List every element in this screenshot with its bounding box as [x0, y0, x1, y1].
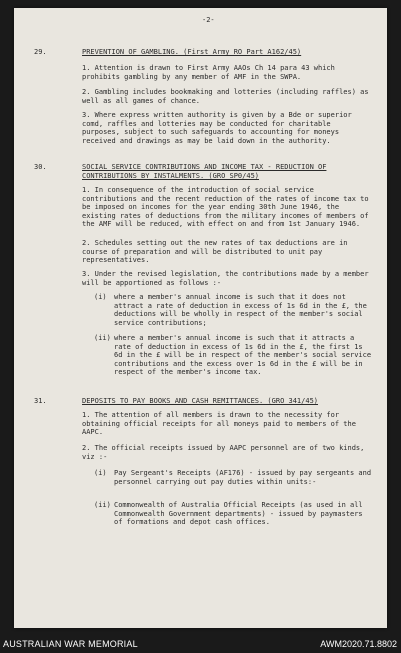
footer-bar — [0, 636, 401, 653]
list-item-text: Pay Sergeant's Receipts (AF176) - issued by pay sergeants and personnel carrying out pay duties within units:- — [114, 469, 372, 486]
list-item — [94, 469, 372, 486]
institution-name: AUSTRALIAN WAR MEMORIAL — [3, 639, 138, 649]
section-number: 30. — [34, 163, 47, 171]
list-item-text: where a member's annual income is such that it attracts a rate of deduction in excess of 1s 6d in the £, the first 1s 6d in the £ will be in respect of the member's social service contributions and the excess over 1s 6d in the £ will be in respect of the member's income tax. — [114, 334, 372, 377]
paragraph: 3. Where express written authority is given by a Bde or superior comd, raffles and lotteries may be conducted for charitable purposes, subject to such safeguards to accounting for moneys received and drawings as may be laid down in the authority. — [82, 111, 352, 145]
list-item — [94, 334, 372, 377]
section-number: 31. — [34, 397, 47, 405]
paragraph: 1. Attention is drawn to First Army AAOs Ch 14 para 43 which prohibits gambling by any member of AMF in the SWPA. — [82, 64, 335, 81]
list-item-label: (ii) — [94, 334, 111, 342]
section-heading: DEPOSITS TO PAY BOOKS AND CASH REMITTANCES. (GRO 341/45) — [82, 397, 319, 405]
paragraph: 1. In consequence of the introduction of social service contributions and the recent reduction of the rates of income tax to be imposed on incomes for the year ending 30th June 1946, the existing rates of deductions from the military incomes of members of the AMF will be reduced, with effect on and from 1st January 1946. — [82, 186, 369, 229]
section-heading: PREVENTION OF GAMBLING. (First Army RO Part A162/45) — [82, 48, 302, 56]
reference-number: AWM2020.71.8802 — [320, 639, 397, 649]
list-item — [94, 501, 372, 527]
section-heading: SOCIAL SERVICE CONTRIBUTIONS AND INCOME TAX - REDUCTION OF CONTRIBUTIONS BY INSTALMENTS. (GRO SP0/45) — [82, 163, 327, 180]
paragraph: 1. The attention of all members is drawn to the necessity for obtaining official receipts for all moneys paid to members of the AAPC. — [82, 411, 356, 437]
document-body — [14, 8, 387, 628]
list-item — [94, 293, 372, 327]
page-number: -2- — [202, 16, 215, 24]
paragraph: 2. Gambling includes bookmaking and lotteries (including raffles) as well as all games of chance. — [82, 88, 369, 105]
section-number: 29. — [34, 48, 47, 56]
list-item-text: where a member's annual income is such that it does not attract a rate of deduction in excess of 1s 6d in the £, the deductions will be wholly in respect of the member's social service contributions; — [114, 293, 367, 327]
list-item-text: Commonwealth of Australia Official Receipts (as used in all Commonwealth Government departments) - issued by paymasters of formations and depot cash offices. — [114, 501, 363, 527]
list-item-label: (i) — [94, 469, 107, 477]
document-page — [14, 8, 387, 628]
list-item-label: (ii) — [94, 501, 111, 509]
paragraph: 3. Under the revised legislation, the contributions made by a member will be apportioned as follows :- — [82, 270, 369, 287]
paragraph: 2. The official receipts issued by AAPC personnel are of two kinds, viz :- — [82, 444, 365, 461]
paragraph: 2. Schedules setting out the new rates of tax deductions are in course of preparation and will be distributed to unit pay representatives. — [82, 239, 348, 265]
list-item-label: (i) — [94, 293, 107, 301]
